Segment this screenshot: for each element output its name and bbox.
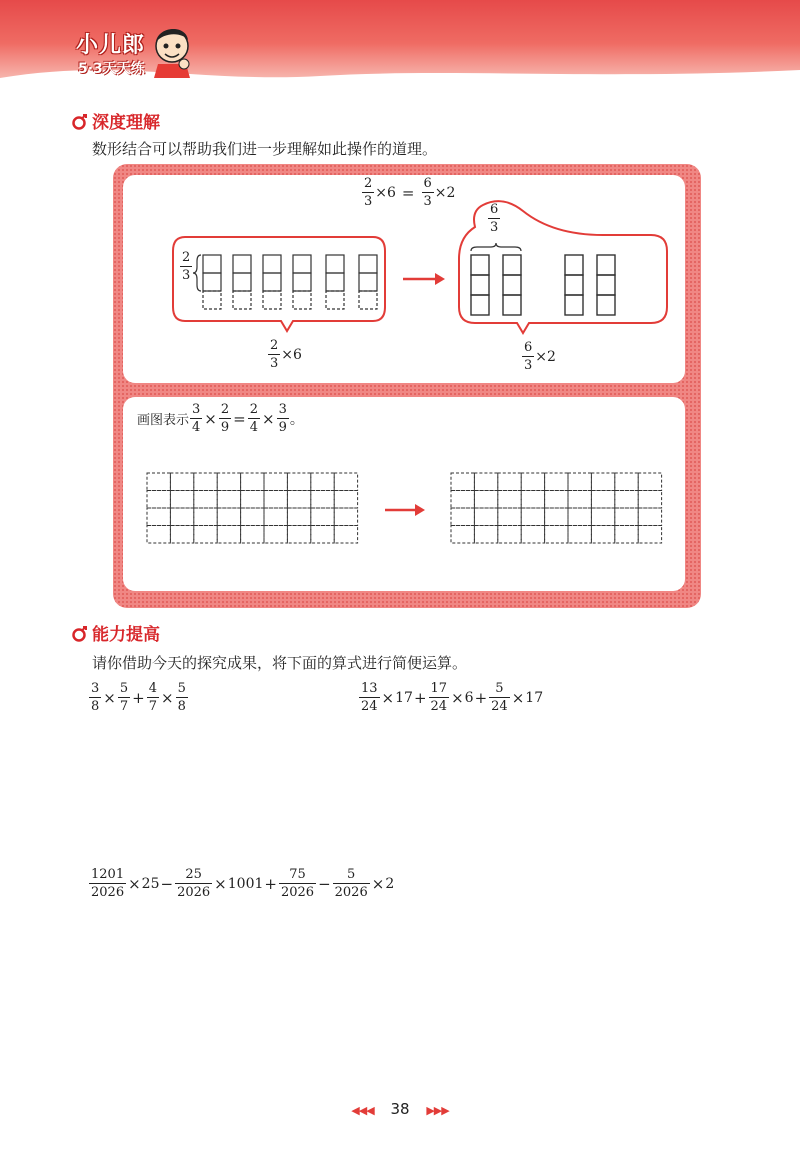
grid-cell	[545, 526, 568, 544]
grid-cell	[615, 526, 638, 544]
brand-series-text: 5·3天天练	[78, 61, 145, 77]
grid-cell	[170, 473, 193, 491]
grid-cell	[334, 526, 357, 544]
grid-cell	[498, 491, 521, 509]
grid-cell	[241, 491, 264, 509]
panel-example	[123, 175, 685, 383]
section-title-ability: 能力提高	[92, 625, 160, 645]
grid-cell	[334, 491, 357, 509]
grid-cell	[194, 473, 217, 491]
grid-cell	[241, 473, 264, 491]
section-marker-icon	[72, 626, 88, 642]
dashed-grid-right	[451, 473, 662, 543]
grid-cell	[591, 491, 614, 509]
grid-cell	[217, 491, 240, 509]
grid-cell	[521, 526, 544, 544]
grid-cell	[287, 526, 310, 544]
grid-cell	[170, 526, 193, 544]
grid-cell	[451, 473, 474, 491]
grid-cell	[311, 508, 334, 526]
grid-cell	[194, 526, 217, 544]
grid-cell	[568, 508, 591, 526]
next-arrows-icon: ▶▶▶	[426, 1104, 449, 1117]
right-caption: $\frac{6}{3}$ ×2	[524, 340, 556, 373]
dashed-grid-left	[147, 473, 358, 543]
mascot-boy-icon	[150, 20, 194, 78]
grid-cell	[147, 526, 170, 544]
grid-cell	[194, 508, 217, 526]
grid-cell	[217, 526, 240, 544]
left-caption: $\frac{2}{3}$ ×6	[270, 338, 302, 371]
grid-cell	[170, 491, 193, 509]
grid-cell	[311, 526, 334, 544]
grid-cell	[521, 491, 544, 509]
grid-cell	[474, 508, 497, 526]
grid-cell	[334, 508, 357, 526]
drawing-prompt: 画图表示 $\frac{3}{4}$ × $\frac{2}{9}$ = $\frac{2}{4}$ × $\frac{3}{9}$ 。	[137, 402, 304, 435]
grid-cell	[264, 491, 287, 509]
grid-cell	[638, 491, 661, 509]
grid-cell	[591, 508, 614, 526]
grid-cell	[615, 508, 638, 526]
section-title-deep-understanding: 深度理解	[92, 113, 160, 133]
grid-cell	[287, 473, 310, 491]
grid-cell	[451, 508, 474, 526]
grid-cell	[451, 491, 474, 509]
grid-cell	[568, 473, 591, 491]
grid-cell	[638, 526, 661, 544]
grid-cell	[498, 508, 521, 526]
grid-cell	[638, 473, 661, 491]
grid-cell	[498, 473, 521, 491]
grid-cell	[264, 508, 287, 526]
grid-cell	[241, 508, 264, 526]
section1-intro: 数形结合可以帮助我们进一步理解如此操作的道理。	[92, 140, 438, 158]
grid-cell	[241, 526, 264, 544]
grid-cell	[264, 473, 287, 491]
section2-intro: 请你借助今天的探究成果，将下面的算式进行简便运算。	[92, 654, 468, 672]
grid-cell	[498, 526, 521, 544]
grid-cell	[147, 473, 170, 491]
grid-cell	[615, 473, 638, 491]
grid-cell	[147, 491, 170, 509]
grid-cell	[287, 508, 310, 526]
left-brace-label: $\frac{2}{3}$	[182, 250, 191, 283]
panel-drawing-task	[123, 397, 685, 591]
grid-cell	[545, 491, 568, 509]
grid-cell	[568, 491, 591, 509]
grid-cell	[615, 491, 638, 509]
grid-cell	[474, 473, 497, 491]
grid-cell	[591, 526, 614, 544]
grid-cell	[638, 508, 661, 526]
prev-arrows-icon: ◀◀◀	[351, 1104, 374, 1117]
grid-cell	[474, 491, 497, 509]
grid-cell	[521, 473, 544, 491]
top-equation: $\frac{2}{3}$ ×6 = $\frac{6}{3}$ ×2	[364, 176, 456, 209]
grid-cell	[311, 491, 334, 509]
page-footer	[0, 1100, 800, 1118]
grid-cell	[194, 491, 217, 509]
grid-cell	[311, 473, 334, 491]
exercise-expression-2: $\frac{13}{24}$ × 17 + $\frac{17}{24}$ × 6 + $\frac{5}{24}$ × 17	[361, 681, 544, 714]
grid-cell	[334, 473, 357, 491]
grid-cell	[170, 508, 193, 526]
grid-cell	[545, 508, 568, 526]
grid-cell	[217, 473, 240, 491]
example-diagram	[123, 175, 685, 383]
grid-cell	[287, 491, 310, 509]
grid-cell	[521, 508, 544, 526]
page-number: 38	[390, 1100, 410, 1118]
grid-cell	[217, 508, 240, 526]
drawing-grids	[123, 397, 685, 591]
grid-cell	[591, 473, 614, 491]
right-brace-label: $\frac{6}{3}$	[490, 202, 499, 235]
section-marker-icon	[72, 114, 88, 130]
exercise-expression-1: $\frac{3}{8}$ × $\frac{5}{7}$ + $\frac{4}{7}$ × $\frac{5}{8}$	[91, 681, 186, 714]
exercise-expression-3: $\frac{1201}{2026}$ × 25 − $\frac{25}{2026}$ × 1001 + $\frac{75}{2026}$ − $\frac{5}{2026}$ × 2	[91, 867, 395, 900]
grid-cell	[451, 526, 474, 544]
grid-cell	[264, 526, 287, 544]
grid-cell	[474, 526, 497, 544]
grid-cell	[545, 473, 568, 491]
brand-logo-text: 小儿郎	[76, 33, 146, 58]
grid-cell	[147, 508, 170, 526]
grid-cell	[568, 526, 591, 544]
